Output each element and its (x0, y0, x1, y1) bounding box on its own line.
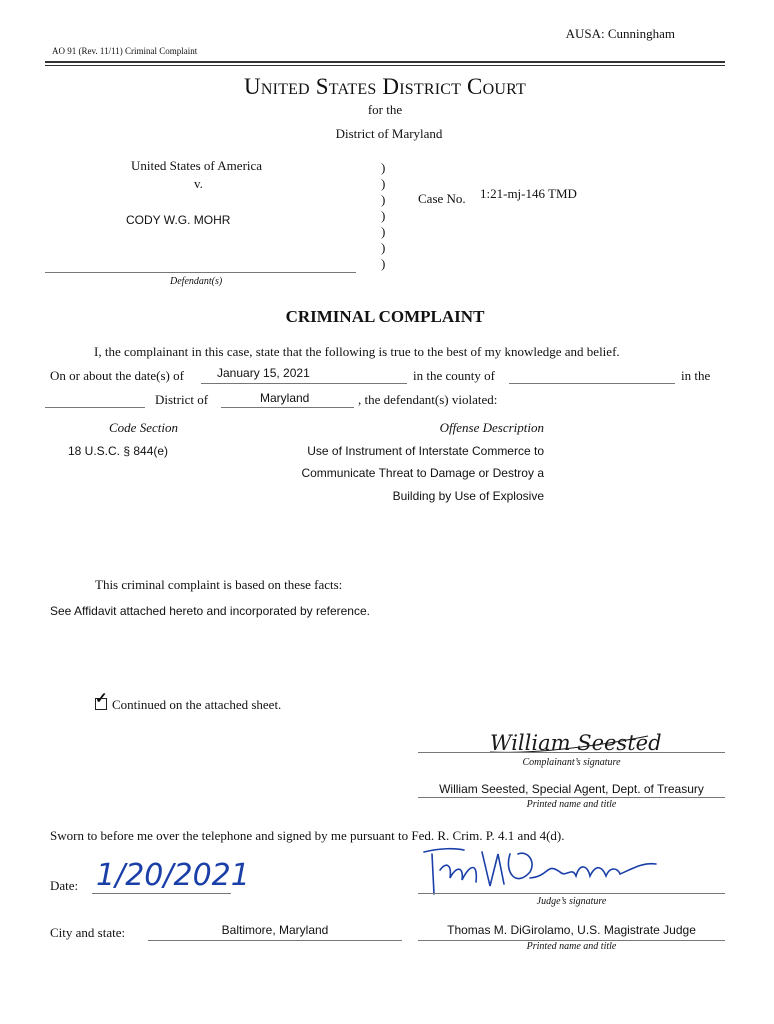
complaint-intro: I, the complainant in this case, state that the following is true to the best of my knowledge and belief. (94, 344, 620, 359)
ausa-label: AUSA: Cunningham (565, 26, 675, 41)
judge-printed-name: Thomas M. DiGirolamo, U.S. Magistrate Judge (447, 923, 696, 937)
offense-description-line: Communicate Threat to Damage or Destroy a (301, 466, 544, 480)
code-section-value: 18 U.S.C. § 844(e) (68, 444, 169, 458)
offense-description-header: Offense Description (439, 420, 544, 435)
district-value: Maryland (260, 391, 310, 405)
district-line: District of Maryland (335, 126, 443, 141)
in-the-label: in the (681, 368, 711, 383)
code-section-header: Code Section (109, 420, 178, 435)
judge-printed-caption: Printed name and title (526, 941, 617, 952)
defendant-rule (45, 272, 356, 273)
versus: v. (194, 176, 203, 191)
complainant-printed-name: William Seested, Special Agent, Dept. of Treasury (439, 782, 704, 796)
facts-intro: This criminal complaint is based on these facts: (95, 577, 343, 592)
complaint-heading: CRIMINAL COMPLAINT (285, 307, 485, 326)
form-id: AO 91 (Rev. 11/11) Criminal Complaint (52, 46, 198, 56)
facts-text: See Affidavit attached hereto and incorporated by reference. (50, 604, 370, 618)
complainant-signature-rule (418, 752, 725, 753)
case-no-label: Case No. (418, 191, 466, 206)
offense-description-line: Use of Instrument of Interstate Commerce to (307, 444, 544, 458)
date-signature-rule (92, 893, 231, 894)
caption-paren: ) (381, 160, 386, 175)
complainant-signature-caption: Complainant’s signature (522, 757, 621, 768)
county-rule (509, 383, 675, 384)
complainant-signature-text: William Seested (490, 731, 662, 755)
continued-label: Continued on the attached sheet. (112, 697, 282, 712)
continued-checkbox[interactable] (95, 691, 108, 710)
sworn-statement: Sworn to before me over the telephone and signed by me pursuant to Fed. R. Crim. P. 4.1 and 4(d). (50, 828, 565, 843)
caption-paren: ) (381, 192, 386, 207)
handwritten-date (92, 845, 250, 900)
offense-date: January 15, 2021 (217, 366, 310, 380)
city-state-label: City and state: (50, 925, 126, 940)
caption-paren: ) (381, 256, 386, 271)
court-title: United States District Court (244, 74, 526, 99)
plaintiff-name: United States of America (131, 158, 263, 173)
in-county-label: in the county of (413, 368, 495, 383)
city-state-value: Baltimore, Maryland (221, 923, 329, 937)
offense-description-line: Building by Use of Explosive (392, 489, 544, 503)
district-of-label: District of (155, 392, 209, 407)
judge-signature-caption: Judge’s signature (536, 896, 607, 907)
date-rule (201, 383, 407, 384)
on-or-about-label: On or about the date(s) of (50, 368, 184, 383)
for-the: for the (367, 102, 403, 117)
defendant-label: Defendant(s) (170, 276, 223, 287)
caption-paren: ) (381, 240, 386, 255)
district-blank-rule (45, 407, 145, 408)
caption-paren: ) (381, 208, 386, 223)
case-no-value: 1:21-mj-146 TMD (480, 186, 577, 201)
date-label: Date: (50, 878, 79, 893)
handwritten-date-text: 1/20/2021 (96, 858, 250, 893)
district-rule (221, 407, 354, 408)
caption-paren: ) (381, 176, 386, 191)
caption-paren: ) (381, 224, 386, 239)
header-rule-thin (45, 65, 725, 66)
complainant-printed-caption: Printed name and title (526, 799, 617, 810)
city-state-rule (148, 940, 402, 941)
judge-signature-rule (418, 893, 725, 894)
check-mark-icon: ✓ (95, 691, 108, 707)
complainant-name-rule (418, 797, 725, 798)
header-rule-thick (45, 61, 725, 63)
violated-label: , the defendant(s) violated: (358, 392, 498, 407)
defendant-name: CODY W.G. MOHR (126, 213, 231, 227)
